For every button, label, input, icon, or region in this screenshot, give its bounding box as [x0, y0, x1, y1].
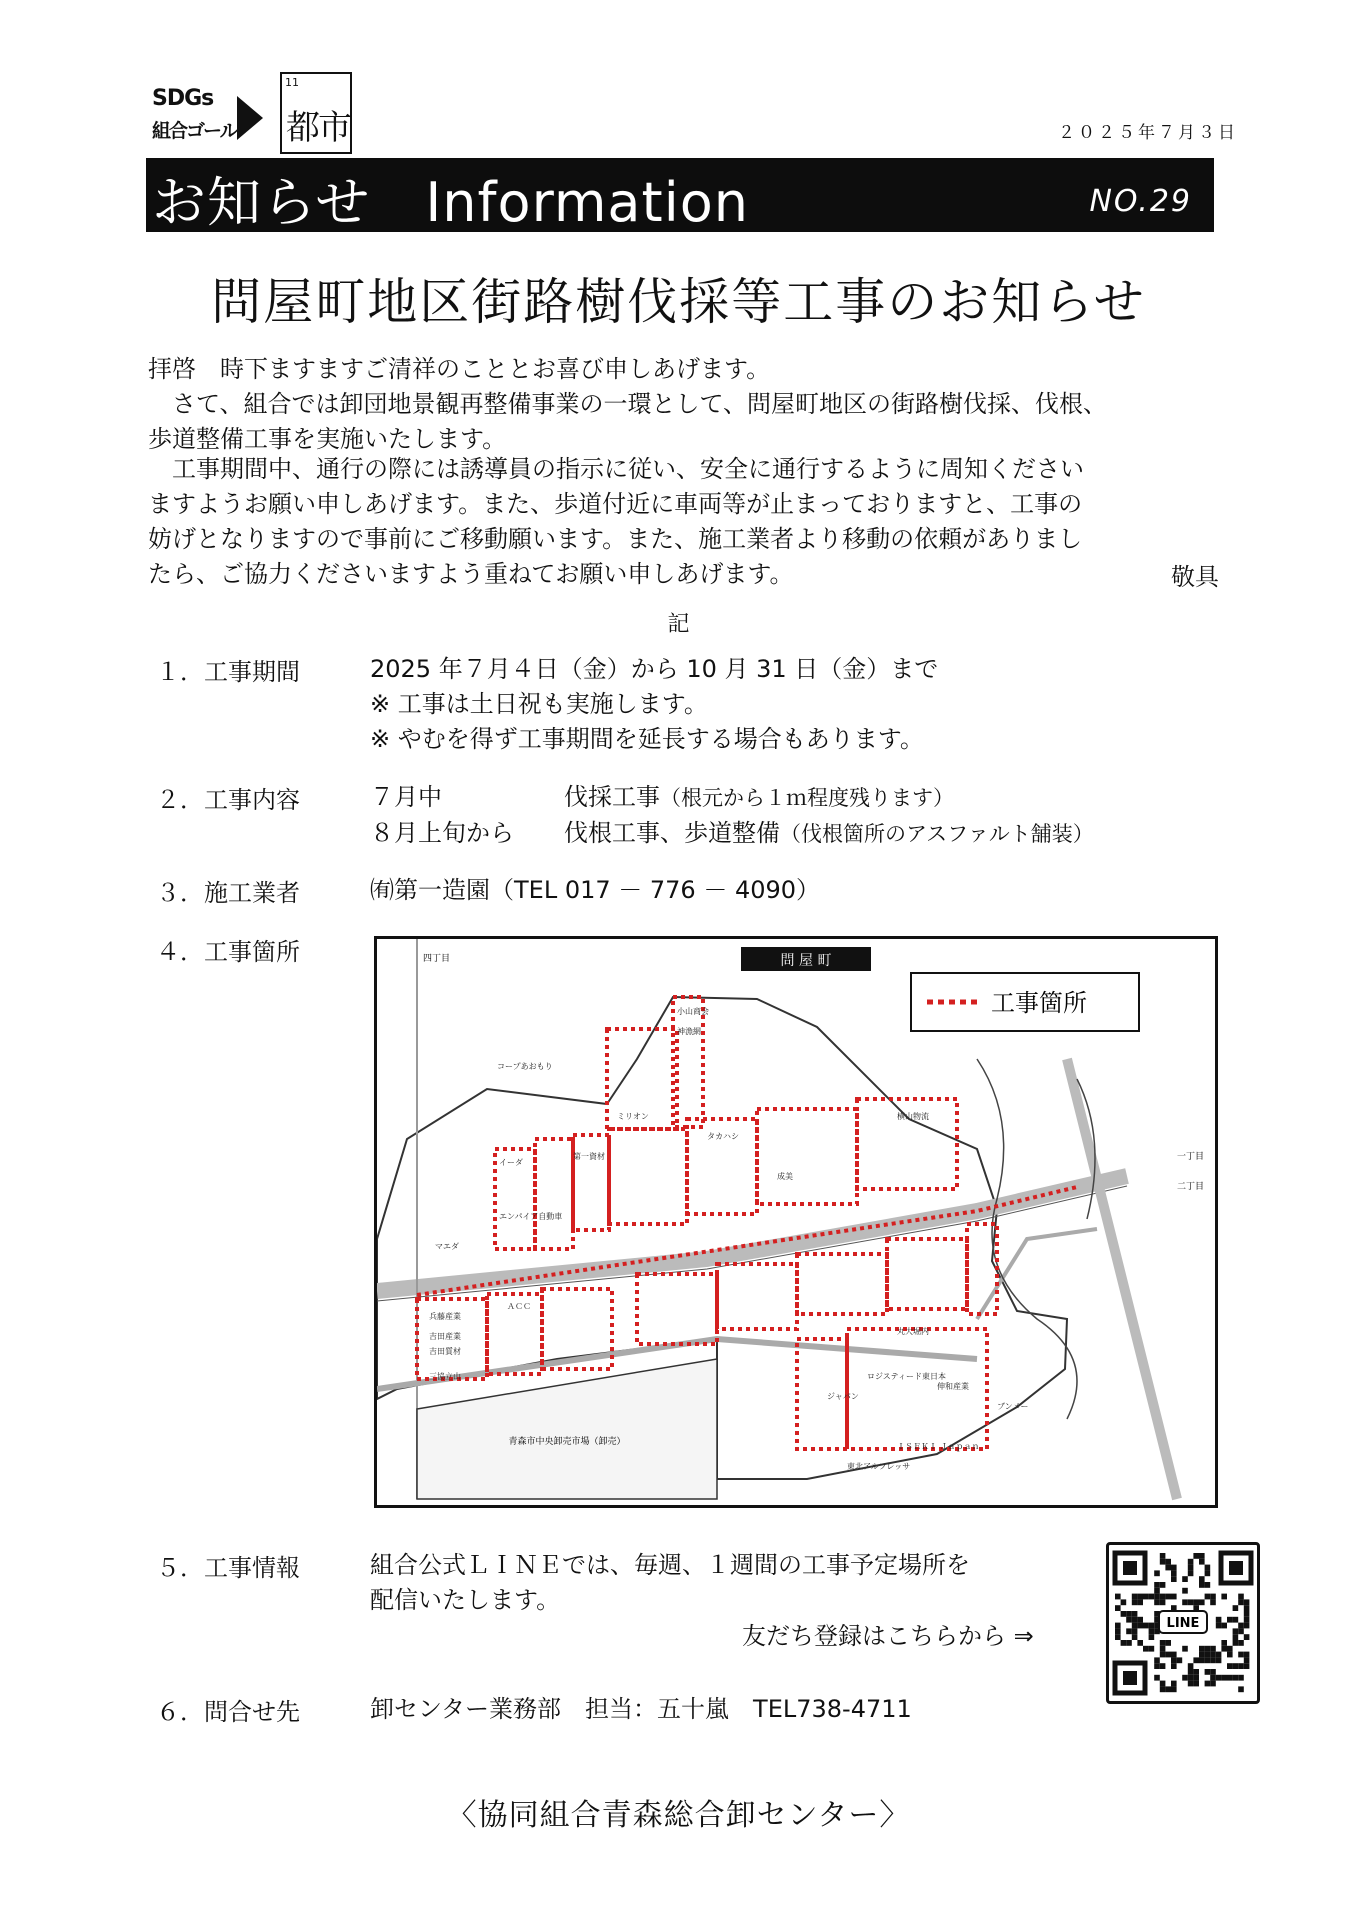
page-title: 問屋町地区街路樹伐採等工事のお知らせ: [211, 273, 1146, 331]
qr-module: [1171, 1576, 1177, 1582]
info-section: [370, 1548, 970, 1618]
qr-module: [1188, 1681, 1194, 1687]
qr-module: [1233, 1675, 1239, 1681]
qr-module: [1165, 1652, 1171, 1658]
qr-module: [1193, 1681, 1199, 1687]
content-row-1: [370, 780, 1094, 816]
qr-module: [1121, 1640, 1127, 1646]
map-place-label: 吉田産業: [429, 1332, 461, 1341]
qr-module: [1165, 1594, 1171, 1600]
qr-module: [1210, 1599, 1216, 1605]
qr-module: [1177, 1657, 1183, 1663]
qr-module: [1199, 1657, 1205, 1663]
map-place-label: 第一資材: [573, 1152, 605, 1161]
qr-module: [1244, 1657, 1250, 1663]
main-road: [377, 1176, 1127, 1291]
qr-module: [1115, 1594, 1121, 1600]
qr-module: [1244, 1663, 1250, 1669]
map-drawing: [377, 939, 1215, 1505]
qr-module: [1205, 1646, 1211, 1652]
qr-module: [1233, 1617, 1239, 1623]
map-place-label: 小山商会: [677, 1007, 709, 1016]
qr-module: [1160, 1646, 1166, 1652]
qr-module: [1244, 1634, 1250, 1640]
qr-module: [1244, 1605, 1250, 1611]
map-place-label: ジャパン: [827, 1392, 859, 1401]
qr-module: [1244, 1623, 1250, 1629]
qr-module: [1171, 1686, 1177, 1692]
qr-module: [1160, 1599, 1166, 1605]
map-place-label: イーダ: [499, 1158, 523, 1167]
zone-16: [887, 1239, 967, 1309]
qr-module: [1193, 1669, 1199, 1675]
qr-module: [1132, 1599, 1138, 1605]
qr-module: [1205, 1594, 1211, 1600]
info-line-1: 組合公式ＬＩＮＥでは、毎週、１週間の工事予定場所を: [370, 1551, 970, 1579]
map-place-label: 伸和産業: [937, 1382, 969, 1391]
map-place-label: タカハシ: [707, 1132, 739, 1141]
construction-map: [374, 936, 1218, 1508]
content-row-2-what: 伐根工事、歩道整備: [564, 819, 780, 847]
qr-module: [1205, 1681, 1211, 1687]
banner-title: お知らせ Information: [152, 171, 749, 234]
map-title: 問 屋 町: [780, 953, 832, 969]
qr-module: [1199, 1559, 1205, 1565]
map-place-label: 丸大堀内: [897, 1327, 929, 1336]
map-place-label: ロジスティード東日本: [867, 1372, 946, 1381]
qr-module: [1233, 1663, 1239, 1669]
content-row-2: [370, 816, 1094, 852]
qr-module: [1221, 1623, 1227, 1629]
map-place-label: ミリオン: [617, 1112, 649, 1121]
qr-module: [1182, 1646, 1188, 1652]
qr-module: [1132, 1634, 1138, 1640]
request-line-2: ますようお願い申しあげます。また、歩道付近に車両等が止まっておりますと、工事の: [148, 490, 1083, 518]
qr-module: [1160, 1663, 1166, 1669]
map-place-label: 兵藤産業: [429, 1312, 461, 1321]
content-row-2-when: ８月上旬から: [370, 819, 514, 847]
sdgs-sublabel: 組合ゴール: [152, 120, 237, 142]
zone-8: [673, 997, 703, 1127]
qr-module: [1210, 1681, 1216, 1687]
content-row-1-when: ７月中: [370, 783, 442, 811]
qr-module: [1126, 1611, 1132, 1617]
qr-module: [1238, 1640, 1244, 1646]
sdgs-goal-box: [280, 72, 352, 154]
qr-module: [1199, 1652, 1205, 1658]
qr-module: [1221, 1675, 1227, 1681]
qr-module: [1221, 1594, 1227, 1600]
qr-module: [1115, 1634, 1121, 1640]
content-row-2-note: （伐根箇所のアスファルト舗装）: [780, 822, 1094, 846]
qr-module: [1132, 1628, 1138, 1634]
qr-module: [1160, 1681, 1166, 1687]
contact-value: 卸センター業務部 担当：五十嵐 TEL738-4711: [370, 1695, 912, 1723]
qr-module: [1238, 1628, 1244, 1634]
zone-14: [717, 1264, 797, 1329]
qr-module: [1244, 1617, 1250, 1623]
notice-banner: [146, 158, 1214, 232]
content-label: ２．工事内容: [156, 786, 300, 814]
qr-module: [1210, 1646, 1216, 1652]
content-section: [370, 780, 1094, 852]
sdgs-goal-mark: [152, 86, 292, 148]
map-place-label: ＡＣＣ: [507, 1302, 531, 1311]
qr-module: [1149, 1594, 1155, 1600]
qr-module: [1188, 1565, 1194, 1571]
zone-15: [797, 1254, 887, 1314]
arrow-right-icon: [237, 96, 263, 140]
qr-module: [1210, 1652, 1216, 1658]
qr-module: [1188, 1675, 1194, 1681]
qr-module: [1205, 1652, 1211, 1658]
qr-module: [1238, 1623, 1244, 1629]
qr-module: [1182, 1675, 1188, 1681]
qr-module: [1132, 1594, 1138, 1600]
qr-module: [1216, 1652, 1222, 1658]
location-label: ４．工事箇所: [156, 938, 300, 966]
qr-module: [1171, 1681, 1177, 1687]
greeting-paragraph: 拝啓 時下ますますご清祥のこととお喜び申しあげます。: [148, 355, 771, 383]
qr-module: [1199, 1599, 1205, 1605]
qr-module: [1121, 1611, 1127, 1617]
qr-module: [1227, 1617, 1233, 1623]
road-label-top-left: 四丁目: [423, 954, 451, 964]
qr-module: [1121, 1599, 1127, 1605]
qr-module: [1115, 1623, 1121, 1629]
qr-module: [1188, 1599, 1194, 1605]
request-line-1: 工事期間中、通行の際には誘導員の指示に従い、安全に通行するように周知ください: [148, 455, 1084, 483]
qr-module: [1193, 1599, 1199, 1605]
contractor-label: ３．施工業者: [156, 879, 300, 907]
line-friend-prompt: 友だち登録はこちらから ⇒: [742, 1622, 1034, 1650]
qr-module: [1160, 1553, 1166, 1559]
goal-name: 都市: [286, 108, 350, 148]
goal-number: 11: [285, 76, 299, 89]
content-row-1-note: （根元から１ｍ程度残ります）: [660, 786, 954, 810]
map-place-label: ＩＳＥＫＩ Ｊａｐａｎ: [897, 1442, 980, 1451]
qr-module: [1143, 1623, 1149, 1629]
qr-module: [1233, 1640, 1239, 1646]
qr-module: [1137, 1594, 1143, 1600]
info-line-2: 配信いたします。: [370, 1586, 561, 1614]
qr-module: [1221, 1646, 1227, 1652]
qr-module: [1221, 1640, 1227, 1646]
qr-module: [1132, 1623, 1138, 1629]
qr-module: [1149, 1634, 1155, 1640]
qr-module: [1238, 1594, 1244, 1600]
qr-module: [1216, 1623, 1222, 1629]
qr-module: [1199, 1646, 1205, 1652]
issue-date: ２０２５年７月３日: [1058, 123, 1238, 143]
qr-module: [1160, 1559, 1166, 1565]
qr-module: [1238, 1675, 1244, 1681]
qr-module: [1137, 1623, 1143, 1629]
zone-6: [757, 1109, 857, 1204]
line-qr-code[interactable]: [1106, 1542, 1260, 1704]
qr-module: [1188, 1559, 1194, 1565]
qr-module: [1216, 1675, 1222, 1681]
qr-module: [1216, 1657, 1222, 1663]
qr-module: [1227, 1646, 1233, 1652]
qr-module: [1160, 1686, 1166, 1692]
qr-module: [1182, 1576, 1188, 1582]
period-label: １．工事期間: [156, 658, 300, 686]
period-note-1: ※ 工事は土日祝も実施します。: [370, 690, 708, 718]
zone-4: [609, 1129, 687, 1224]
map-place-label: 神漁網: [677, 1027, 701, 1036]
map-place-label: 三協立山: [429, 1372, 461, 1381]
qr-module: [1199, 1582, 1205, 1588]
qr-module: [1233, 1634, 1239, 1640]
qr-module: [1137, 1640, 1143, 1646]
organization-name: 〈協同組合青森総合卸センター〉: [446, 1798, 911, 1833]
qr-module: [1238, 1652, 1244, 1658]
map-place-label: 東北アルフレッサ: [847, 1462, 911, 1471]
qr-module: [1154, 1594, 1160, 1600]
qr-module: [1137, 1599, 1143, 1605]
qr-module: [1154, 1675, 1160, 1681]
qr-module: [1154, 1588, 1160, 1594]
qr-module: [1171, 1657, 1177, 1663]
qr-module: [1154, 1570, 1160, 1576]
qr-module: [1227, 1675, 1233, 1681]
map-place-label: マエダ: [435, 1242, 459, 1251]
closing-word: 敬具: [1171, 563, 1219, 591]
qr-module: [1132, 1617, 1138, 1623]
map-place-label: 成美: [777, 1172, 793, 1181]
request-paragraph: [148, 452, 1218, 592]
road-label-right-2: 二丁目: [1177, 1182, 1205, 1192]
zone-13: [637, 1274, 717, 1344]
qr-module: [1244, 1611, 1250, 1617]
qr-module: [1165, 1559, 1171, 1565]
request-line-3: 妨げとなりますので事前にご移動願います。また、施工業者より移動の依頼がありまし: [148, 525, 1083, 553]
qr-module: [1210, 1594, 1216, 1600]
contractor-value: ㈲第一造園（TEL 017 － 776 － 4090）: [370, 876, 821, 904]
qr-module: [1143, 1594, 1149, 1600]
zone-2: [535, 1139, 573, 1249]
qr-module: [1233, 1605, 1239, 1611]
qr-module: [1160, 1640, 1166, 1646]
map-place-label: ブンメー: [997, 1402, 1029, 1411]
qr-module: [1210, 1657, 1216, 1663]
qr-module: [1182, 1588, 1188, 1594]
legend-label: 工事箇所: [991, 989, 1087, 1017]
qr-module: [1149, 1628, 1155, 1634]
issue-number: NO.29: [1089, 184, 1192, 219]
qr-module: [1210, 1675, 1216, 1681]
qr-module: [1137, 1617, 1143, 1623]
qr-module: [1238, 1686, 1244, 1692]
qr-module: [1149, 1646, 1155, 1652]
qr-module: [1160, 1582, 1166, 1588]
qr-module: [1238, 1599, 1244, 1605]
qr-module: [1160, 1594, 1166, 1600]
qr-module: [1132, 1611, 1138, 1617]
map-place-label: エンパイア自動車: [499, 1212, 563, 1221]
qr-module: [1238, 1663, 1244, 1669]
market-block: [417, 1359, 717, 1499]
qr-module: [1165, 1640, 1171, 1646]
qr-module: [1199, 1553, 1205, 1559]
qr-module: [1193, 1553, 1199, 1559]
period-section: [370, 652, 938, 757]
period-note-2: ※ やむを得ず工事期間を延長する場合もあります。: [370, 725, 924, 753]
qr-module: [1205, 1565, 1211, 1571]
qr-center-label: LINE: [1166, 1616, 1200, 1631]
qr-module: [1227, 1663, 1233, 1669]
qr-module: [1193, 1675, 1199, 1681]
map-place-label: コープあおもり: [497, 1062, 553, 1071]
qr-module: [1154, 1599, 1160, 1605]
qr-module: [1188, 1663, 1194, 1669]
purpose-paragraph: [148, 387, 1218, 457]
qr-module: [1115, 1605, 1121, 1611]
road-label-right-1: 一丁目: [1177, 1152, 1205, 1162]
market-label: 青森市中央卸売市場（卸売）: [508, 1437, 626, 1447]
content-row-1-what: 伐採工事: [564, 783, 660, 811]
map-place-label: 吉田質材: [429, 1347, 461, 1356]
qr-module: [1154, 1582, 1160, 1588]
qr-module: [1199, 1576, 1205, 1582]
qr-module: [1171, 1663, 1177, 1669]
qr-module: [1205, 1570, 1211, 1576]
qr-module: [1143, 1646, 1149, 1652]
east-road: [1067, 1059, 1177, 1499]
qr-module: [1149, 1623, 1155, 1629]
request-line-4: たら、ご協力くださいますよう重ねてお願い申しあげます。: [148, 560, 794, 588]
qr-module: [1182, 1599, 1188, 1605]
qr-module: [1205, 1657, 1211, 1663]
qr-module: [1188, 1570, 1194, 1576]
qr-module: [1205, 1669, 1211, 1675]
qr-module: [1126, 1640, 1132, 1646]
qr-module: [1160, 1652, 1166, 1658]
purpose-line-1: さて、組合では卸団地景観再整備事業の一環として、問屋町地区の街路樹伐採、伐根、: [148, 390, 1108, 418]
qr-module: [1216, 1617, 1222, 1623]
qr-module: [1171, 1594, 1177, 1600]
map-place-label: 横山物流: [897, 1112, 929, 1121]
qr-module: [1115, 1628, 1121, 1634]
qr-module: [1165, 1565, 1171, 1571]
qr-module: [1244, 1652, 1250, 1658]
qr-module: [1154, 1663, 1160, 1669]
qr-module: [1227, 1652, 1233, 1658]
qr-module: [1205, 1582, 1211, 1588]
qr-module: [1126, 1628, 1132, 1634]
qr-module: [1154, 1657, 1160, 1663]
qr-module: [1171, 1652, 1177, 1658]
contact-label: ６．問合せ先: [156, 1698, 300, 1726]
qr-module: [1171, 1565, 1177, 1571]
qr-module: [1126, 1617, 1132, 1623]
qr-module: [1188, 1669, 1194, 1675]
zone-3: [573, 1135, 609, 1230]
sdgs-label: SDGs: [152, 86, 214, 111]
info-label: ５．工事情報: [156, 1554, 300, 1582]
qr-module: [1171, 1570, 1177, 1576]
qr-code-icon: [1109, 1545, 1257, 1701]
period-value: 2025 年７月４日（金）から 10 月 31 日（金）まで: [370, 655, 939, 683]
record-heading: 記: [667, 612, 690, 637]
qr-module: [1233, 1628, 1239, 1634]
qr-module: [1210, 1669, 1216, 1675]
qr-module: [1244, 1599, 1250, 1605]
qr-module: [1193, 1657, 1199, 1663]
purpose-line-2: 歩道整備工事を実施いたします。: [148, 425, 507, 453]
qr-module: [1165, 1686, 1171, 1692]
